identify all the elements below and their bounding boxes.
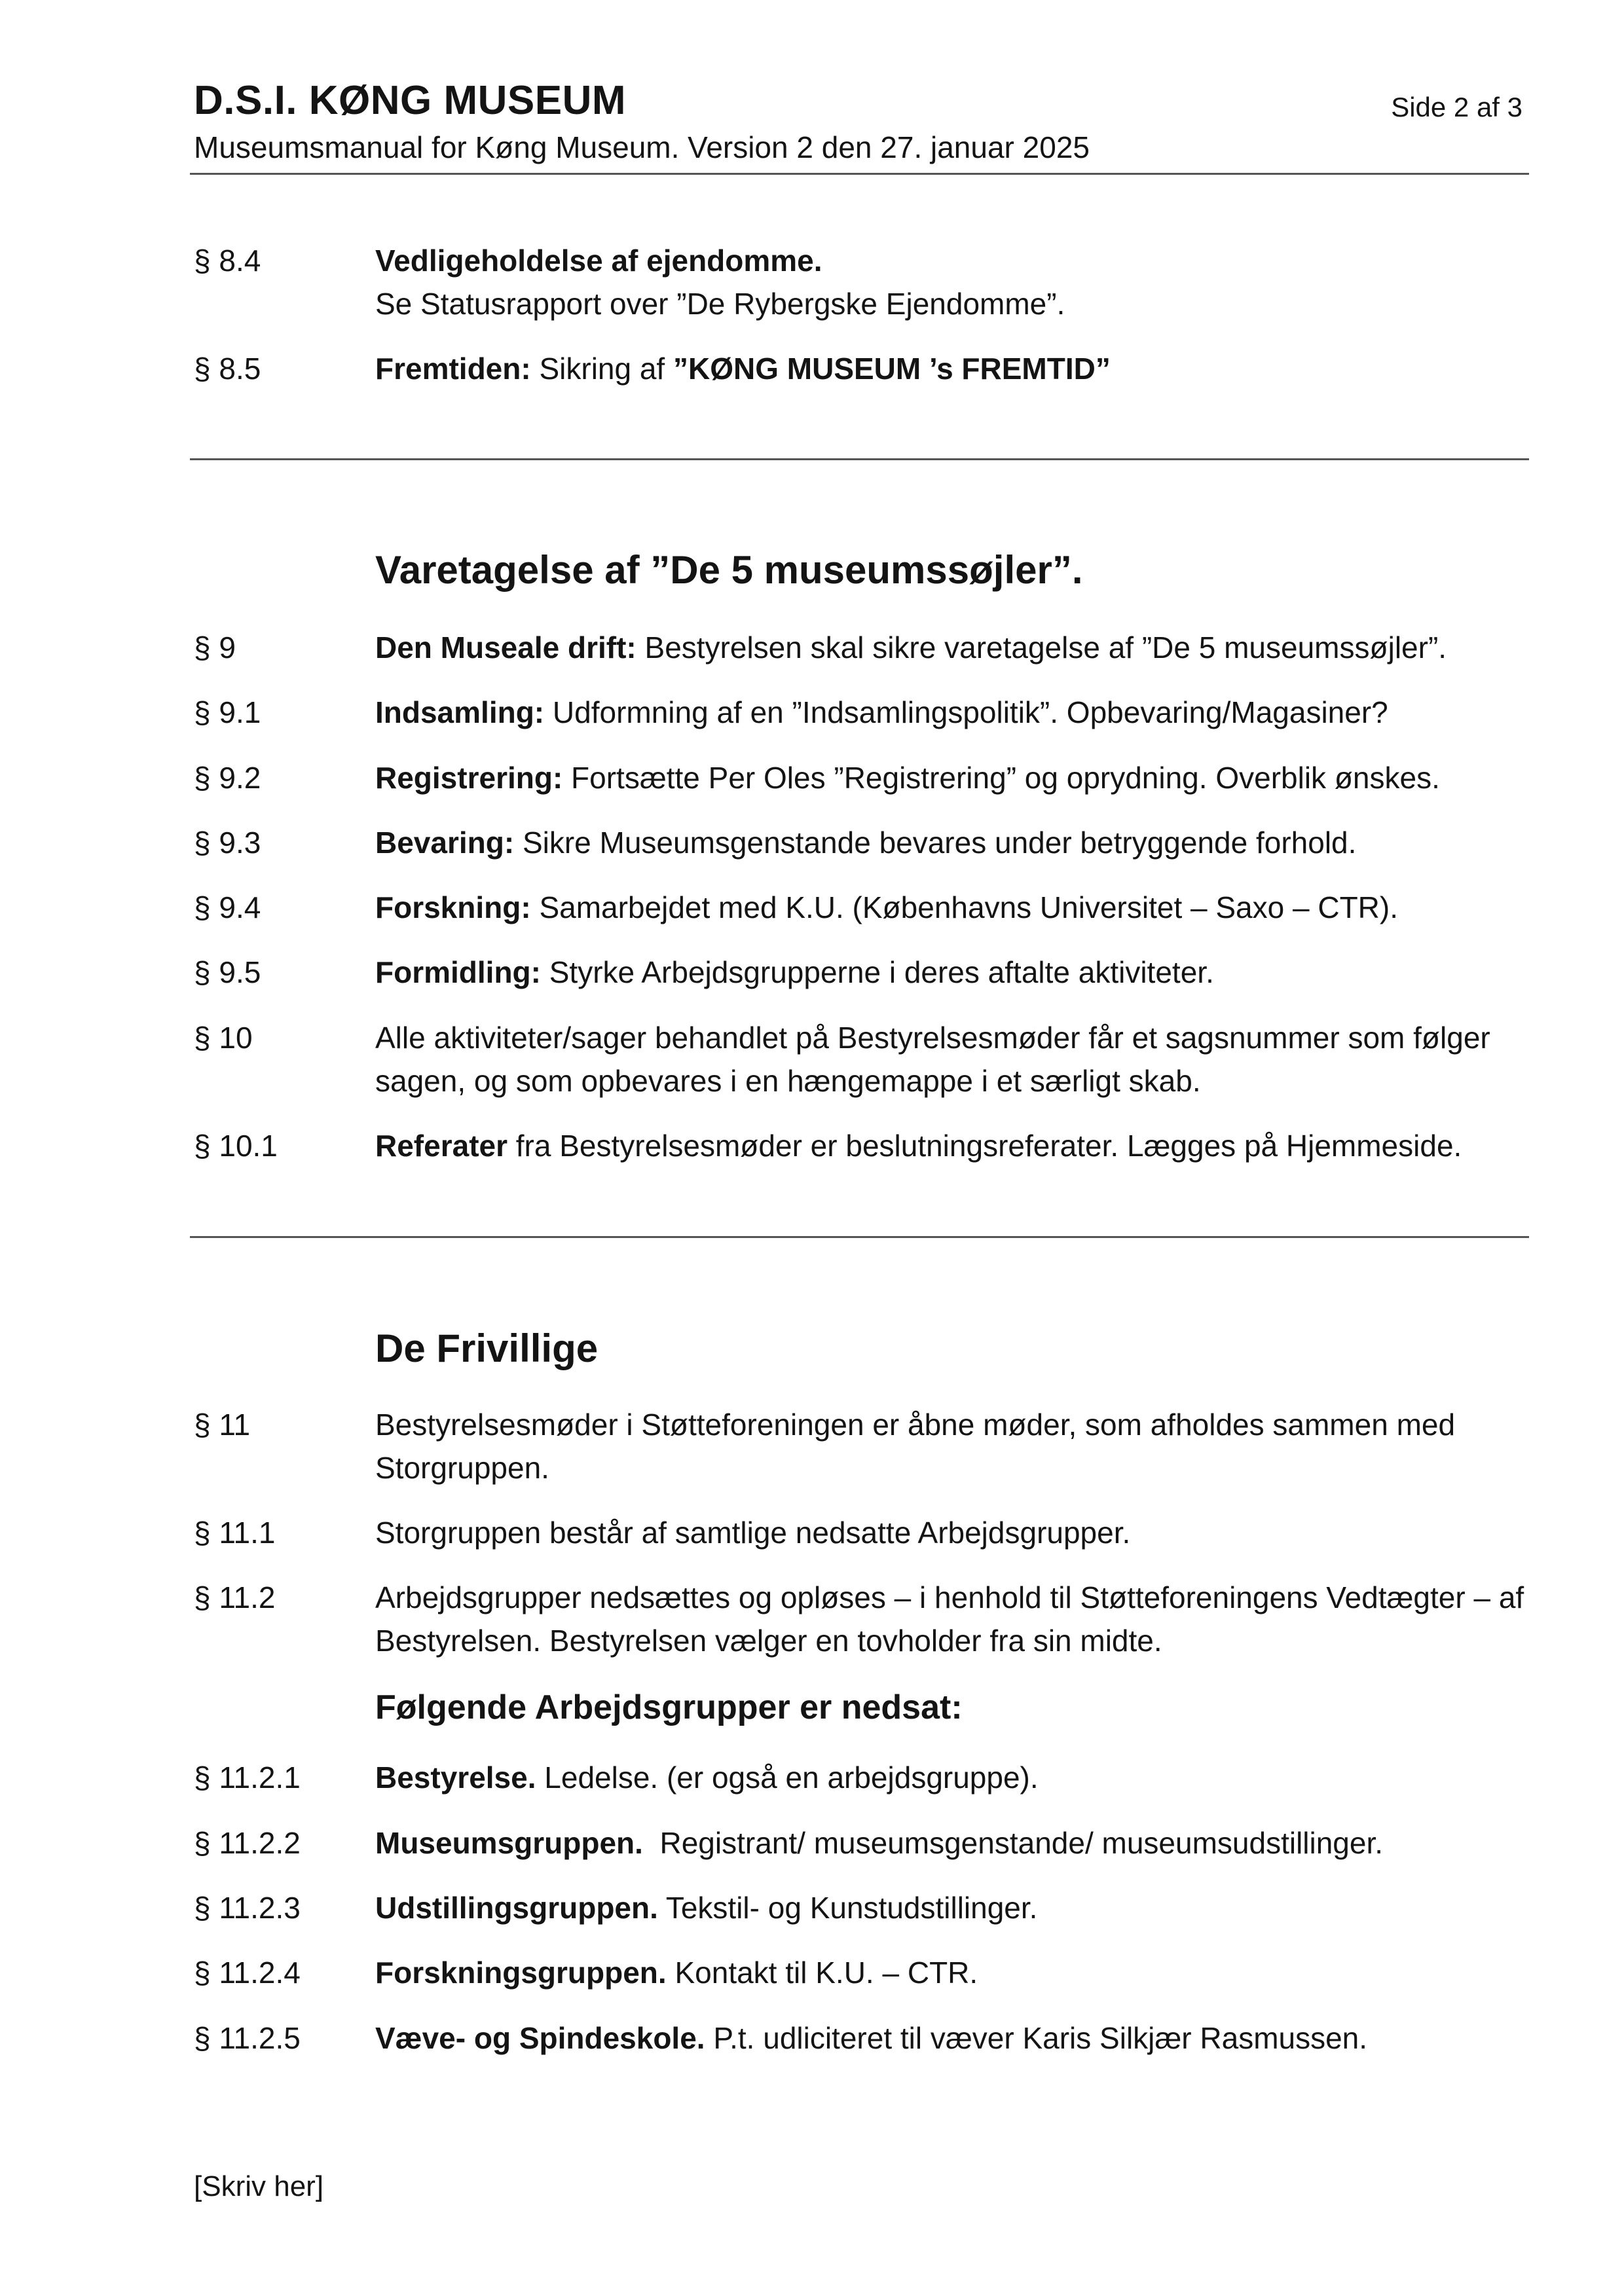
paragraph-number: § 11.2.3 [194, 1891, 301, 1925]
paragraph-number: § 8.5 [194, 352, 261, 386]
paragraph-number: § 9.4 [194, 890, 261, 924]
page-indicator: Side 2 af 3 [1391, 92, 1522, 122]
paragraph-lead: Museumsgruppen. [375, 1826, 643, 1860]
paragraph-body: P.t. udliciteret til væver Karis Silkjær Rasmussen. [705, 2021, 1368, 2055]
document-subtitle: Museumsmanual for Køng Museum. Version 2 den 27. januar 2025 [194, 130, 1090, 164]
section-divider [190, 458, 1529, 460]
paragraph-text [375, 886, 1534, 929]
paragraph-emphasis: ”KØNG MUSEUM ’s FREMTID” [673, 352, 1111, 386]
paragraph-text [375, 2016, 1534, 2060]
paragraph-number: § 9.3 [194, 826, 261, 860]
paragraph-lead: Bevaring: [375, 826, 515, 860]
paragraph-body: Udformning af en ”Indsamlingspolitik”. Opbevaring/Magasiner? [544, 695, 1388, 729]
paragraph-text [375, 626, 1534, 669]
paragraph-lead: Vedligeholdelse af ejendomme. [375, 244, 822, 278]
paragraph-text [375, 821, 1534, 864]
paragraph-body: Fortsætte Per Oles ”Registrering” og oprydning. Overblik ønskes. [563, 761, 1440, 795]
paragraph-lead: Udstillingsgruppen. [375, 1891, 658, 1925]
paragraph-lead: Referater [375, 1129, 507, 1163]
paragraph-body: Samarbejdet med K.U. (Københavns Universitet – Saxo – CTR). [530, 890, 1398, 924]
header-divider [190, 173, 1529, 175]
paragraph-lead: Forskning: [375, 890, 531, 924]
paragraph-number: § 11.2.2 [194, 1826, 301, 1860]
section-divider [190, 1236, 1529, 1238]
paragraph-text [375, 1576, 1534, 1662]
paragraph-text [375, 1403, 1534, 1489]
paragraph-text [375, 239, 1534, 325]
paragraph-lead: Bestyrelse. [375, 1760, 536, 1795]
paragraph-text [375, 691, 1534, 734]
paragraph-body: Sikre Museumsgenstande bevares under betryggende forhold. [514, 826, 1357, 860]
paragraph-text [375, 1016, 1534, 1102]
paragraph-body: Storgruppen består af samtlige nedsatte Arbejdsgrupper. [375, 1516, 1131, 1550]
paragraph-number: § 10.1 [194, 1129, 278, 1163]
paragraph-text [375, 1886, 1534, 1929]
paragraph-lead: Væve- og Spindeskole. [375, 2021, 705, 2055]
paragraph-number: § 8.4 [194, 244, 261, 278]
document-title: D.S.I. KØNG MUSEUM [194, 78, 627, 123]
paragraph-lead: Formidling: [375, 955, 541, 989]
paragraph-number: § 11.2 [194, 1580, 276, 1614]
paragraph-text [375, 347, 1534, 390]
paragraph-lead: Indsamling: [375, 695, 545, 729]
paragraph-text [375, 756, 1534, 799]
paragraph-body: Se Statusrapport over ”De Rybergske Ejendomme”. [375, 287, 1065, 321]
paragraph-number: § 11.2.4 [194, 1956, 301, 1990]
paragraph-lead: Registrering: [375, 761, 563, 795]
section-heading: Varetagelse af ”De 5 museumssøjler”. [375, 548, 1083, 592]
paragraph-body: Bestyrelsesmøder i Støtteforeningen er åbne møder, som afholdes sammen med Storgruppen. [375, 1408, 1456, 1485]
paragraph-number: § 11.2.5 [194, 2021, 301, 2055]
paragraph-lead: Den Museale drift: [375, 630, 637, 665]
paragraph-lead: Fremtiden: [375, 352, 531, 386]
paragraph-text [375, 1756, 1534, 1799]
paragraph-text [375, 1511, 1534, 1554]
paragraph-body: Styrke Arbejdsgrupperne i deres aftalte aktiviteter. [540, 955, 1214, 989]
paragraph-number: § 11 [194, 1408, 251, 1442]
paragraph-text [375, 951, 1534, 994]
paragraph-number: § 11.1 [194, 1516, 276, 1550]
paragraph-body: Kontakt til K.U. – CTR. [666, 1956, 978, 1990]
paragraph-body: Alle aktiviteter/sager behandlet på Bestyrelsesmøder får et sagsnummer som følger sagen, og som opbevares i en hængemappe i et særligt skab. [375, 1021, 1490, 1098]
paragraph-number: § 10 [194, 1021, 253, 1055]
paragraph-lead: Forskningsgruppen. [375, 1956, 667, 1990]
paragraph-body: Sikring af [530, 352, 673, 386]
section-heading: De Frivillige [375, 1326, 599, 1370]
paragraph-text [375, 1821, 1534, 1865]
paragraph-number: § 9 [194, 630, 236, 665]
paragraph-text [375, 1951, 1534, 1994]
paragraph-number: § 9.5 [194, 955, 261, 989]
paragraph-number: § 9.2 [194, 761, 261, 795]
paragraph-number: § 11.2.1 [194, 1760, 301, 1795]
paragraph-text [375, 1124, 1534, 1167]
paragraph-body: Registrant/ museumsgenstande/ museumsudstillinger. [642, 1826, 1384, 1860]
subsection-heading: Følgende Arbejdsgrupper er nedsat: [375, 1688, 963, 1726]
paragraph-body: Arbejdsgrupper nedsættes og opløses – i henhold til Støtteforeningens Vedtægter – af Bestyrelsen. Bestyrelsen vælger en tovholder fra sin midte. [375, 1580, 1524, 1658]
paragraph-number: § 9.1 [194, 695, 261, 729]
paragraph-body: fra Bestyrelsesmøder er beslutningsreferater. Lægges på Hjemmeside. [507, 1129, 1462, 1163]
paragraph-body: Ledelse. (er også en arbejdsgruppe). [536, 1760, 1039, 1795]
paragraph-body: Bestyrelsen skal sikre varetagelse af ”De 5 museumssøjler”. [636, 630, 1447, 665]
footer-placeholder[interactable]: [Skriv her] [194, 2170, 324, 2202]
paragraph-body: Tekstil- og Kunstudstillinger. [657, 1891, 1038, 1925]
